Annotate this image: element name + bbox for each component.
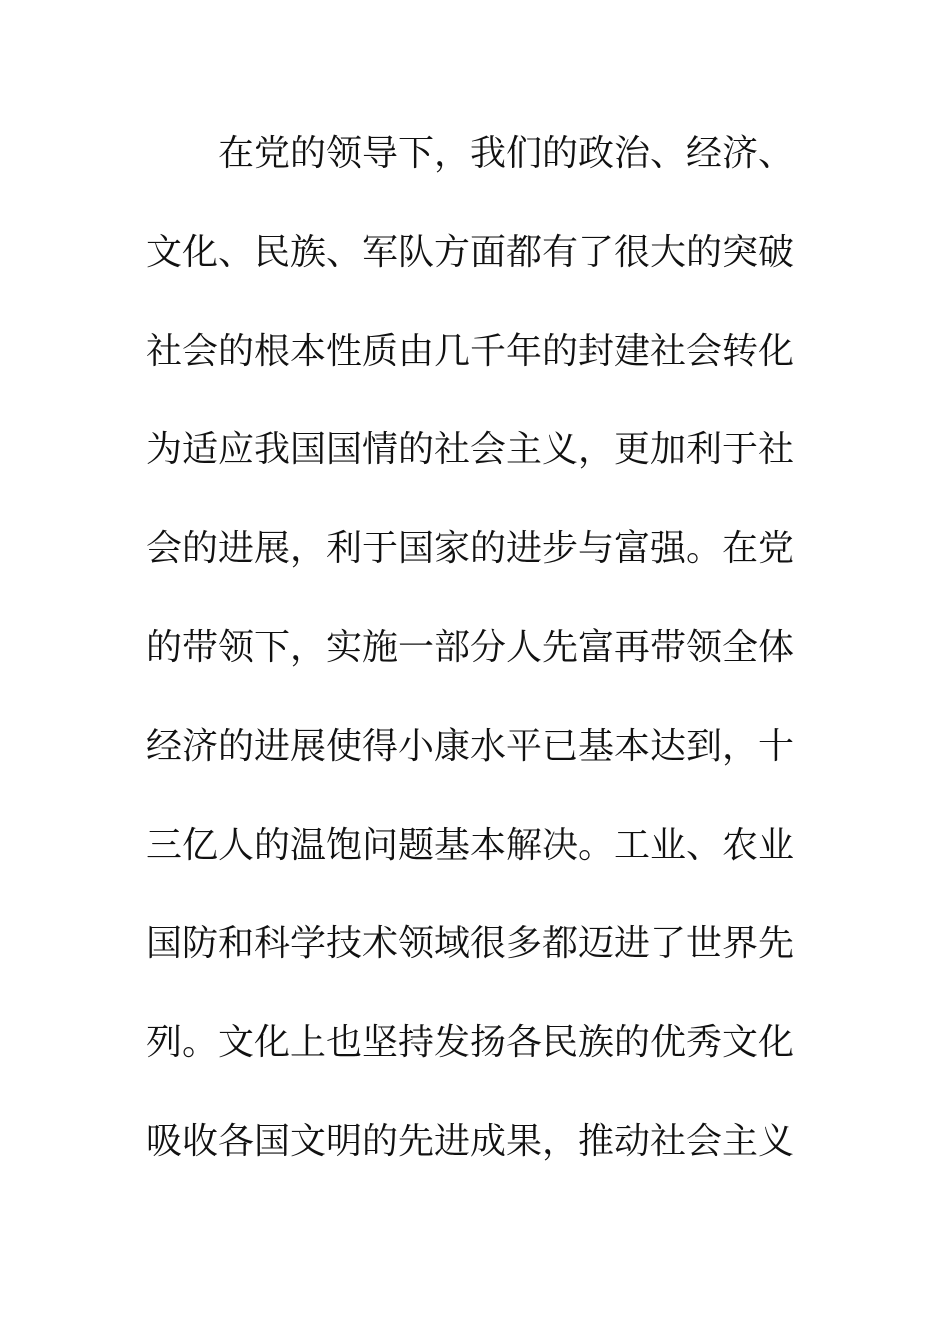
text-line: 经济的进展使得小康水平已基本达到，十	[146, 725, 795, 767]
text-line: 为适应我国国情的社会主义，更加利于社	[146, 429, 795, 471]
text-line: 列。文化上也坚持发扬各民族的优秀文化	[146, 1022, 795, 1064]
text-line: 国防和科学技术领域很多都迈进了世界先	[146, 923, 795, 965]
text-line: 文化、民族、军队方面都有了很大的突破	[146, 231, 795, 273]
text-line: 社会的根本性质由几千年的封建社会转化	[146, 330, 795, 372]
text-line: 吸收各国文明的先进成果，推动社会主义	[146, 1120, 795, 1162]
body-paragraph	[146, 126, 806, 1213]
text-line: 会的进展，利于国家的进步与富强。在党	[146, 528, 795, 570]
text-line: 的带领下，实施一部分人先富再带领全体	[146, 626, 795, 668]
text-line: 三亿人的温饱问题基本解决。工业、农业	[146, 824, 795, 866]
text-line: 在党的领导下，我们的政治、经济、	[218, 133, 795, 174]
